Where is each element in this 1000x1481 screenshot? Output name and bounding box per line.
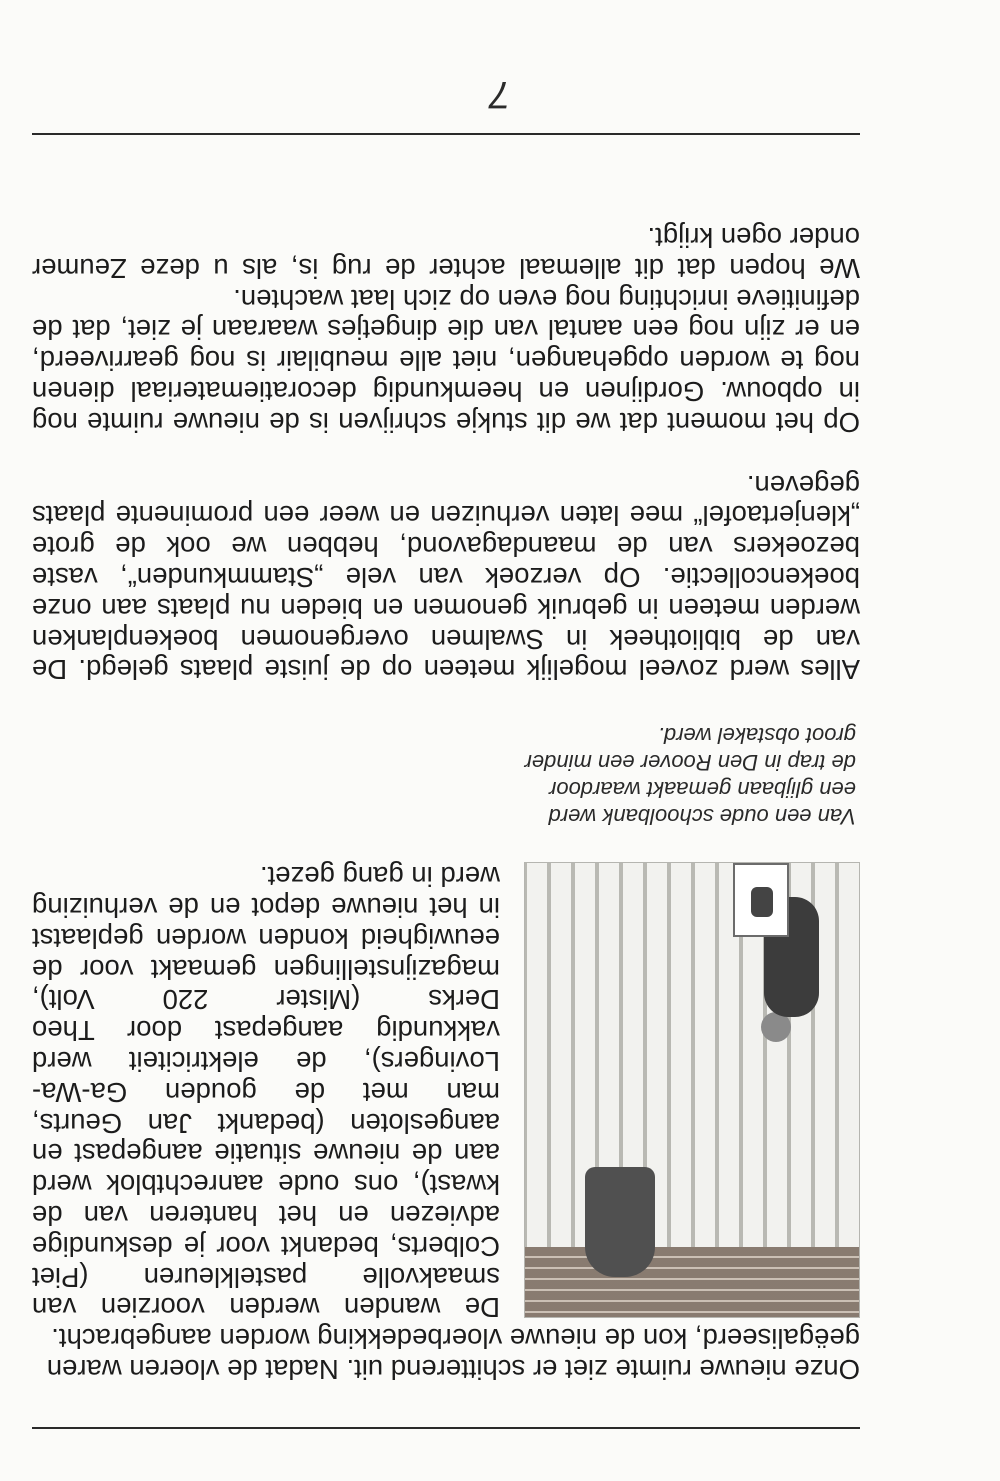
paragraph-intro: Onze nieuwe ruimte ziet er schitterend uit. Nadat de vloeren waren geëgaliseerd, kon de nieuwe vloerbedekking worden aangebracht. — [46, 1323, 860, 1385]
wall-poster — [733, 863, 789, 937]
poster-graphic — [751, 887, 773, 917]
page-number: 7 — [489, 73, 511, 115]
photo-caption: Van een oude schoolbank werd een glijbaan gemaakt waardoor de trap in Den Roover een minder groot obstakel werd. — [524, 723, 856, 830]
top-rule — [32, 1427, 860, 1429]
photo-slide-staircase — [524, 862, 860, 1318]
bottom-rule — [32, 133, 860, 135]
brick-wall — [525, 1247, 859, 1317]
photo-section — [32, 722, 860, 1322]
paragraph-status: Op het moment dat we dit stukje schrijven is de nieuwe ruimte nog in opbouw. Gordijnen en heemkundig decoratiemateriaal dienen nog te worden opgehangen, niet alle meubilair is nog gearriveerd, en er zijn nog een aantal van die dingetjes waaraan je ziet, dat de definitieve inrichting nog even op zich laat wachten. — [32, 283, 860, 438]
article-body — [32, 221, 860, 1384]
paragraph-closing: We hopen dat dit allemaal achter de rug is, als u deze Zeumer onder ogen krijgt. — [32, 222, 860, 284]
paragraph-placement: Alles werd zoveel mogelijk meteen op de juiste plaats gelegd. De van de bibliotheek in Swalmen overgenomen boekenplanken werden meteen in gebruik genomen en bieden nu plaats aan onze boekencollectie. Op verzoek van vele „Stammkunden“, vaste bezoekers van de maandagavond, hebben we ook de grote „klenjertaofel“ mee laten verhuizen en weer een prominente plaats gegeven. — [32, 469, 860, 686]
paragraph-renovation: De wanden werden voorzien van smaakvolle pastelkleuren (Piet Colberts, bedankt voor je deskundige adviezen en het hanteren van de kwast), ons oude aanrechtblok werd aan de nieuwe situatie aangepast en aangesloten (bedankt Jan Geurts, man met de gouden Ga-Wa-Lovingers), de elektriciteit werd vakkundig aangepast door Theo Derks (Mister 220 Volt), magazijnstellingen gemaakt voor de eeuwigheid konden worden geplaatst in het nieuwe depot en de verhuizing werd in gang gezet. — [32, 861, 500, 1324]
person-figure — [585, 1167, 655, 1277]
